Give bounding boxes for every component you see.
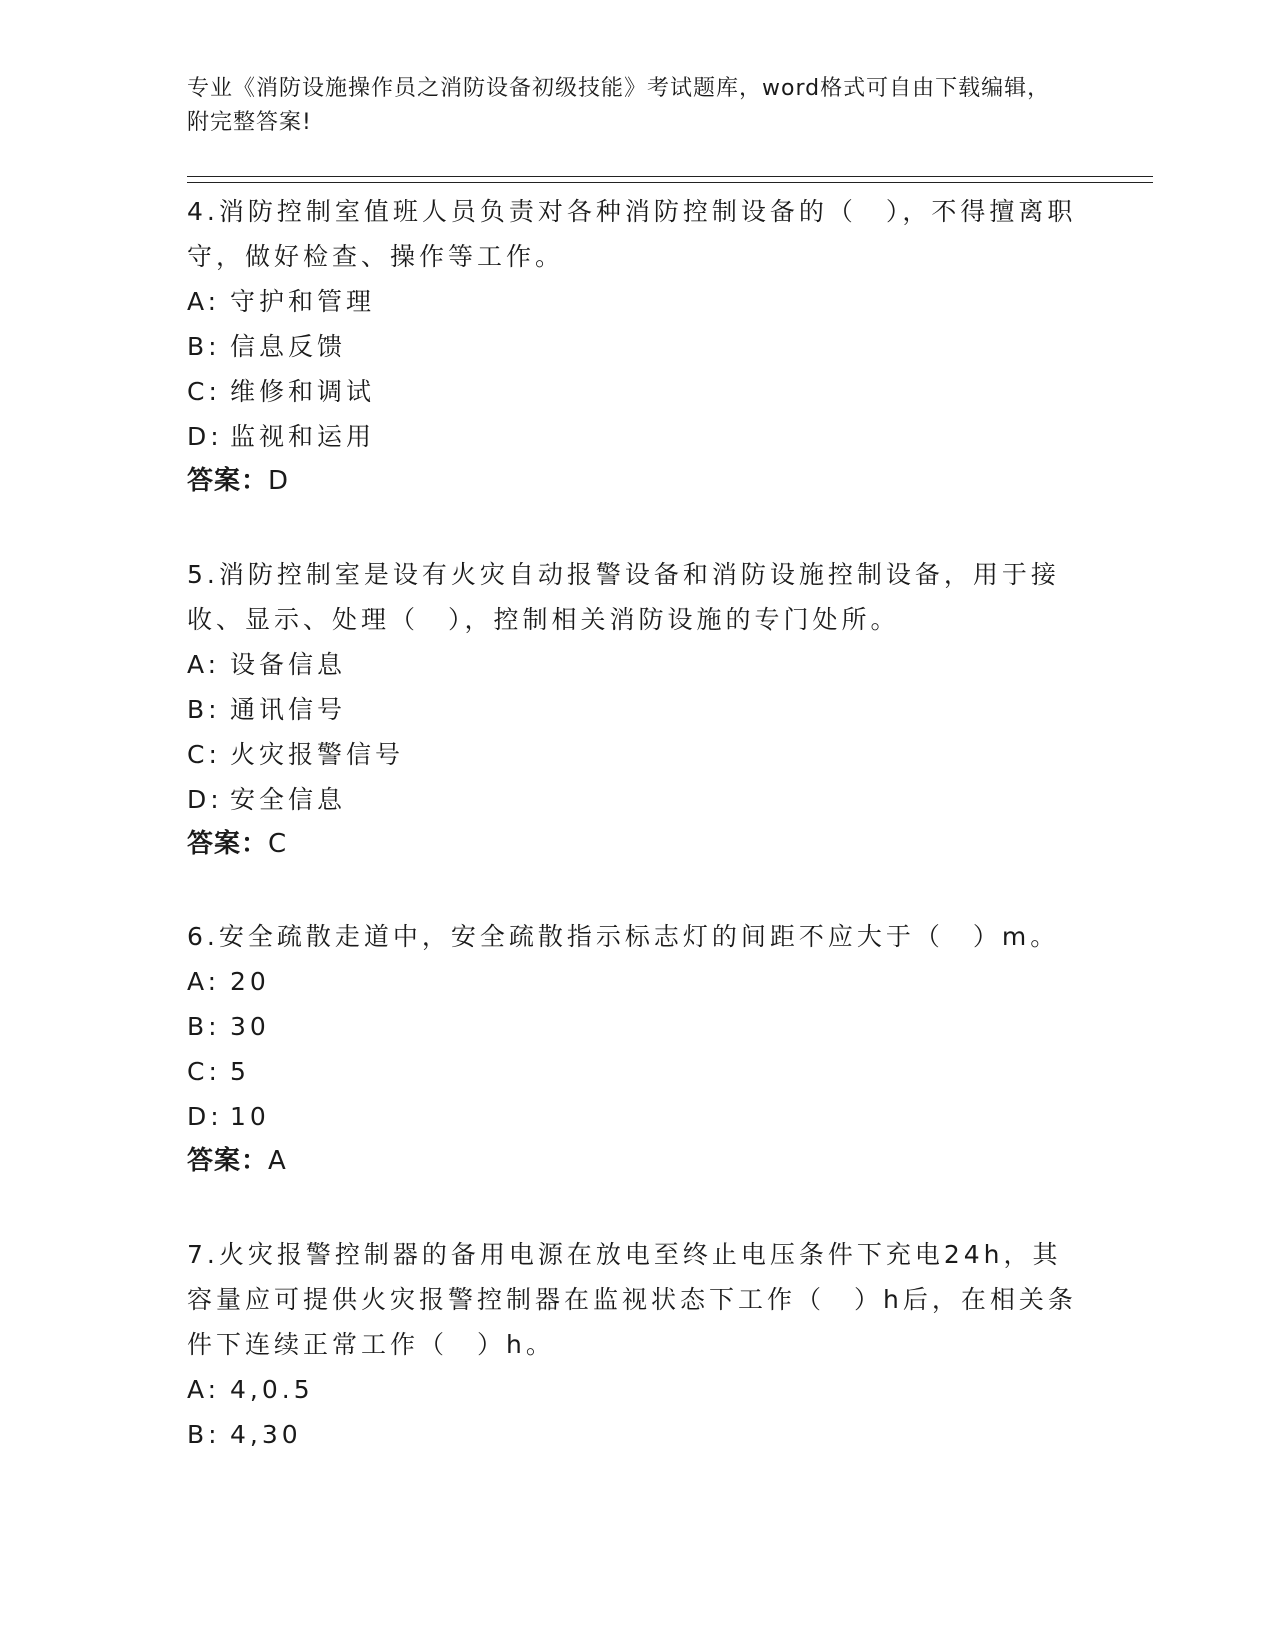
- option-b: [187, 324, 1087, 369]
- option-text: 维修和调试: [230, 377, 376, 406]
- option-text: 监视和运用: [230, 422, 376, 451]
- option-letter: A:: [187, 1375, 221, 1404]
- option-text: 通讯信号: [230, 695, 347, 724]
- answer-label: 答案：: [187, 1146, 269, 1176]
- option-text: 5: [230, 1057, 250, 1086]
- option-c: [187, 732, 1087, 777]
- option-text: 4,0.5: [230, 1375, 314, 1404]
- header-divider-top: [187, 176, 1153, 177]
- question-4: [187, 189, 1087, 504]
- header-divider-bottom: [187, 182, 1153, 183]
- option-text: 10: [230, 1102, 270, 1131]
- option-b: [187, 1004, 1087, 1049]
- option-letter: A:: [187, 650, 221, 679]
- question-5: [187, 552, 1087, 867]
- option-text: 守护和管理: [230, 287, 376, 316]
- option-text: 20: [230, 967, 270, 996]
- header-note: 专业《消防设施操作员之消防设备初级技能》考试题库，word格式可自由下载编辑，附完整答案!: [187, 76, 1051, 135]
- option-letter: C:: [187, 1057, 221, 1086]
- question-stem: 5.消防控制室是设有火灾自动报警设备和消防设施控制设备，用于接收、显示、处理（ ），控制相关消防设施的专门处所。: [187, 560, 1060, 634]
- option-letter: C:: [187, 377, 221, 406]
- option-a: [187, 1367, 1087, 1412]
- option-letter: D:: [187, 1102, 223, 1131]
- option-letter: B:: [187, 332, 221, 361]
- question-stem: 4.消防控制室值班人员负责对各种消防控制设备的（ ），不得擅离职守，做好检查、操作等工作。: [187, 197, 1077, 271]
- option-letter: A:: [187, 967, 221, 996]
- option-text: 火灾报警信号: [230, 740, 405, 769]
- question-7: [187, 1232, 1087, 1457]
- option-letter: A:: [187, 287, 221, 316]
- option-a: [187, 642, 1087, 687]
- question-stem: 7.火灾报警控制器的备用电源在放电至终止电压条件下充电24h，其容量应可提供火灾报警控制器在监视状态下工作（ ）h后，在相关条件下连续正常工作（ ）h。: [187, 1240, 1077, 1359]
- option-letter: D:: [187, 785, 223, 814]
- option-letter: B:: [187, 1420, 221, 1449]
- option-a: [187, 959, 1087, 1004]
- answer: [187, 822, 1087, 867]
- option-letter: B:: [187, 1012, 221, 1041]
- option-a: [187, 279, 1087, 324]
- option-d: [187, 777, 1087, 822]
- answer-value: D: [268, 466, 290, 496]
- answer-value: C: [268, 829, 288, 859]
- answer-label: 答案：: [187, 829, 269, 859]
- option-c: [187, 369, 1087, 414]
- option-text: 设备信息: [230, 650, 347, 679]
- answer: [187, 1139, 1087, 1184]
- option-letter: B:: [187, 695, 221, 724]
- option-text: 4,30: [230, 1420, 302, 1449]
- option-b: [187, 1412, 1087, 1457]
- answer: [187, 459, 1087, 504]
- option-letter: D:: [187, 422, 223, 451]
- option-letter: C:: [187, 740, 221, 769]
- answer-value: A: [268, 1146, 287, 1176]
- option-d: [187, 1094, 1087, 1139]
- option-text: 30: [230, 1012, 270, 1041]
- option-text: 安全信息: [230, 785, 347, 814]
- option-c: [187, 1049, 1087, 1094]
- option-text: 信息反馈: [230, 332, 347, 361]
- option-d: [187, 414, 1087, 459]
- answer-label: 答案：: [187, 466, 269, 496]
- option-b: [187, 687, 1087, 732]
- question-6: [187, 914, 1087, 1184]
- question-stem: 6.安全疏散走道中，安全疏散指示标志灯的间距不应大于（ ）m。: [187, 922, 1060, 951]
